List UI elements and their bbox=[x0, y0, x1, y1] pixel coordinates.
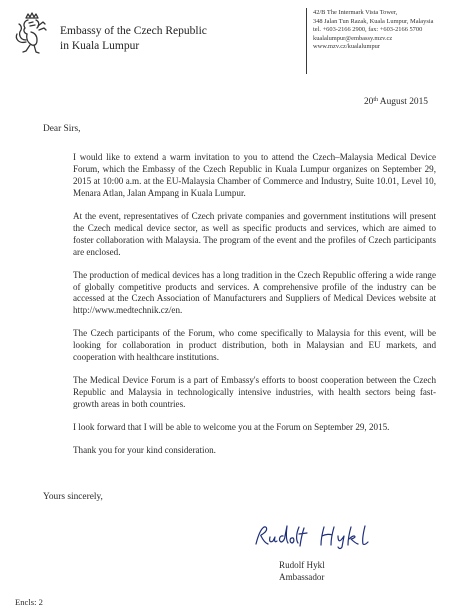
body-paragraph-participants: The Czech participants of the Forum, who come specifically to Malaysia for this event, will be looking for collaboration in product distribution, both in Malaysian and EU markets, and cooperation with healthcare institutions. bbox=[73, 328, 436, 363]
closing: Yours sincerely, bbox=[43, 492, 103, 502]
embassy-name-line-2: in Kuala Lumpur bbox=[60, 40, 140, 52]
date-day: 20 bbox=[363, 97, 374, 107]
date-day-suffix: th bbox=[373, 97, 378, 103]
signatory-title: Ambassador bbox=[279, 572, 325, 582]
embassy-name bbox=[60, 24, 260, 54]
salutation: Dear Sirs, bbox=[43, 124, 81, 134]
date-month-year: August 2015 bbox=[377, 97, 428, 107]
signatory bbox=[279, 559, 325, 583]
signatory-name: Rudolf Hykl bbox=[279, 560, 325, 570]
letter-date bbox=[364, 97, 428, 107]
address-line: 348 Jalan Tun Razak, Kuala Lumpur, Malaysia bbox=[313, 17, 434, 25]
embassy-name-line-1: Embassy of the Czech Republic bbox=[60, 25, 207, 37]
body-paragraph-welcome: I look forward that I will be able to welcome you at the Forum on September 29, 2015. bbox=[73, 422, 390, 433]
embassy-address bbox=[313, 9, 471, 52]
letter-body bbox=[73, 152, 436, 468]
address-email-line: kualalumpur@embassy.mzv.cz bbox=[313, 34, 393, 42]
body-paragraph-event: At the event, representatives of Czech private companies and government institutions will present the Czech medical device sector, as well as specific products and services, which are aimed to foster collaboration with Malaysia. The program of the event and the profiles of Czech participants are enclosed. bbox=[73, 210, 436, 257]
body-paragraph-thanks: Thank you for your kind consideration. bbox=[73, 445, 216, 456]
enclosures-note: Encls: 2 bbox=[15, 597, 43, 607]
czech-lion-crest-icon bbox=[12, 12, 50, 58]
address-line: 42/B The Intermark Vista Tower, bbox=[313, 9, 398, 16]
body-paragraph-invitation: I would like to extend a warm invitation to you to attend the Czech–Malaysia Medical Device Forum, which the Embassy of the Czech Republic in Kuala Lumpur organizes on September 29, 2015 at 10:00 a.m. at the EU-Malaysia Chamber of Commerce and Industry, Suite 10.01, Level 10, Menara Atlan, Jalan Ampang in Kuala Lumpur. bbox=[73, 152, 436, 198]
body-paragraph-tradition: The production of medical devices has a long tradition in the Czech Republic offering a wide range of globally competitive products and services. A comprehensive profile of the industry can be accessed at the Czech Association of Manufacturers and Suppliers of Medical Devices website at http://www.medtechnik.cz/en. bbox=[73, 269, 436, 316]
address-website-line: www.mzv.cz/kualalumpur bbox=[313, 43, 380, 51]
letterhead-divider bbox=[306, 8, 307, 74]
handwritten-signature bbox=[252, 524, 384, 550]
body-paragraph-forum: The Medical Device Forum is a part of Embassy's efforts to boost cooperation between the Czech Republic and Malaysia in technologically intensive industries, with health sectors being fast-growth areas in both countries. bbox=[73, 375, 436, 410]
address-phone-line: tel. +603-2166 2900, fax: +603-2166 5700 bbox=[313, 26, 423, 34]
